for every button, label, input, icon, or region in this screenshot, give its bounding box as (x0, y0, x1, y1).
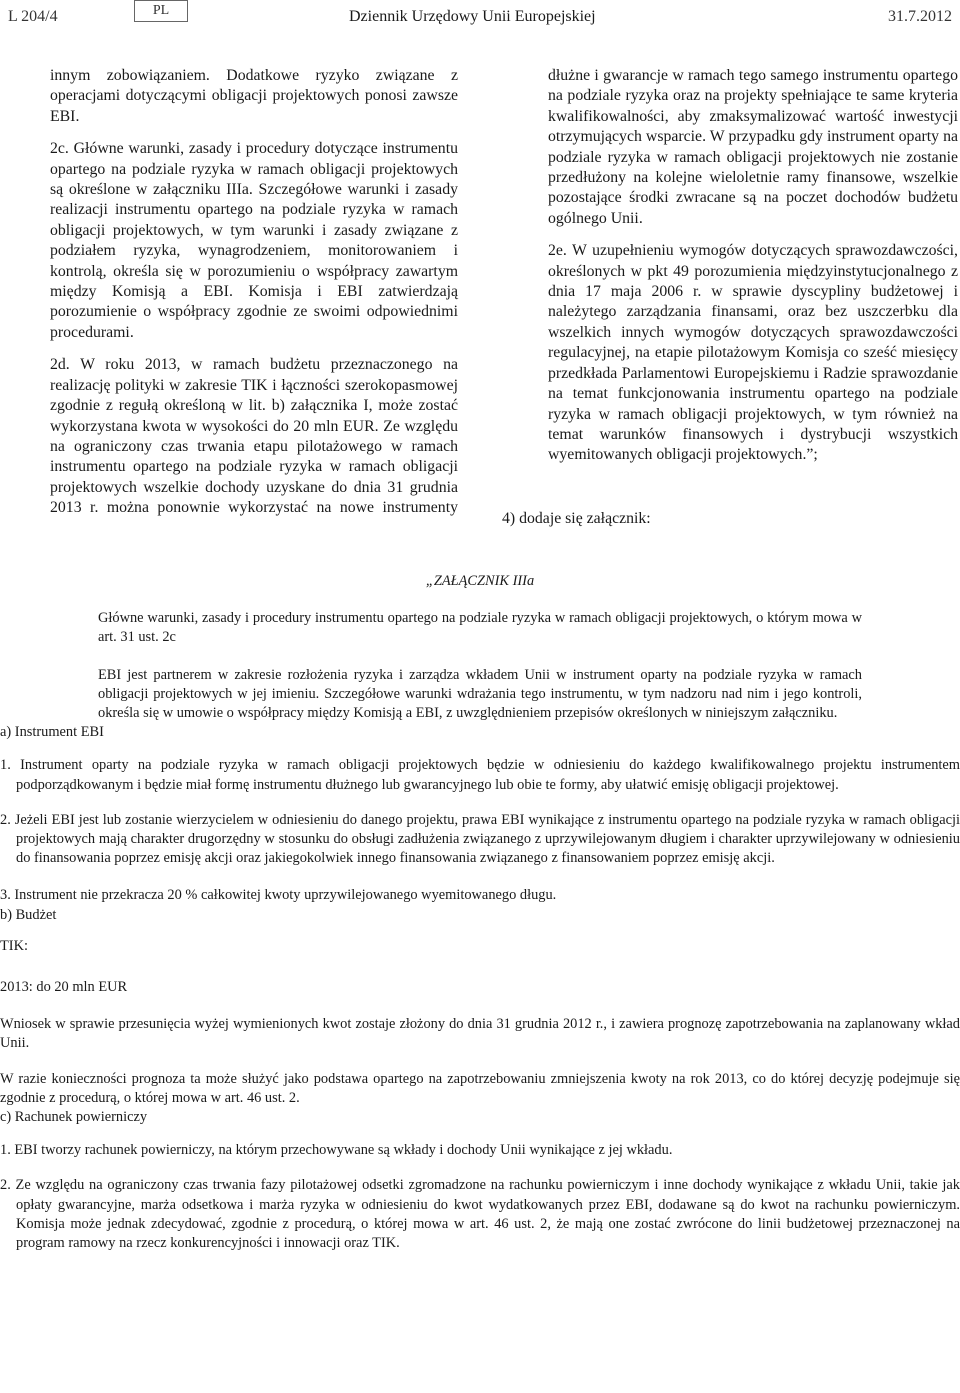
annex-intro: Główne warunki, zasady i procedury instrumentu opartego na podziale ryzyka w ramach obligacji projektowych, o którym mowa w art. 31 ust. 2c (98, 610, 862, 646)
section-c-heading: c) Rachunek powierniczy (0, 1109, 148, 1126)
publication-date: 31.7.2012 (888, 8, 952, 25)
section-a-heading: a) Instrument EBI (0, 724, 104, 741)
page-header (0, 0, 960, 32)
paragraph: dłużne i gwarancje w ramach tego samego instrumentu opartego na podziale ryzyka oraz na projekty spełniające te same kryteria kwalifikowalności, aby zmaksymalizować wartość inwestycji otrzymujących wsparcie. W przypadku gdy instrument oparty na podziale ryzyka w ramach obligacji projektowych nie zostanie przedłużony na kolejne wieloletnie ramy finansowe, wszelkie pozostające środki zwracane są na poczet dochodów budżetu ogólnego Unii. (548, 67, 958, 227)
list-item: 1. Instrument oparty na podziale ryzyka w ramach obligacji projektowych będzie w odniesieniu do każdego kwalifikowalnego projektu instrumentem podporządkowanym i będzie miał formę instrumentu dłużnego lub gwarancyjnego lub obie te formy, aby ułatwić emisję obligacji projektowej. (0, 757, 960, 793)
paragraph-2c: 2c. Główne warunki, zasady i procedury dotyczące instrumentu opartego na podziale ryzyka w ramach obligacji projektowych są określone w załączniku IIIa. Szczegółowe warunki i zasady realizacji instrumentu opartego na podziale ryzyka w ramach obligacji projektowych, w tym warunki i zasady związane z podziałem ryzyka, wynagrodzeniem, monitorowaniem i kontrolą, określa się w porozumieniu o współpracy zawartym między Komisją a EBI. Komisja i EBI zatwierdzają porozumienie o współpracy zgodnie ze swoimi odpowiednimi procedurami. (50, 140, 458, 341)
annex-section (0, 572, 960, 1253)
language-badge: PL (134, 0, 188, 22)
budget-amount: 2013: do 20 mln EUR (0, 979, 128, 996)
list-item: 1. EBI tworzy rachunek powierniczy, na którym przechowywane są wkłady i dochody Unii wynikające z jej wkładu. (0, 1142, 673, 1159)
annex-title: „ZAŁĄCZNIK IIIa (425, 573, 535, 589)
annex-intro-2: EBI jest partnerem w zakresie rozłożenia ryzyka i zarządza wkładem Unii w instrument oparty na podziale ryzyka w ramach obligacji projektowych w jej imieniu. Szczegółowe warunki wdrażania tego instrumentu, w tym nadzoru nad nim i jego kontroli, określa się w umowie o współpracy między Komisją a EBI, z uwzględnieniem przepisów określonych w niniejszym załączniku. (98, 666, 862, 722)
list-item: 2. Jeżeli EBI jest lub zostanie wierzycielem w odniesieniu do danego projektu, prawa EBI wynikające z instrumentu opartego na podziale ryzyka w ramach obligacji projektowych mają charakter drugorzędny w stosunku do obsługi zadłużenia związanego z uprzywilejowanym długiem i charakter uprzywilejowany w odniesieniu do finansowania poprzez emisję akcji oraz jakiegokolwiek innego finansowania związanego z finansowaniem poprzez emisję akcji. (0, 811, 960, 867)
section-b-heading: b) Budżet (0, 906, 57, 923)
left-column (50, 66, 458, 531)
list-item: 3. Instrument nie przekracza 20 % całkowitej kwoty uprzywilejowanego wyemitowanego długu. (0, 887, 557, 904)
paragraph-2e: 2e. W uzupełnieniu wymogów dotyczących sprawozdawczości, określonych w pkt 49 porozumienia międzyinstytucjonalnego z dnia 17 maja 2006 r. w sprawie dyscypliny budżetowej i należytego zarządzania finansami, oraz bez uszczerbku dla wszelkich innych wymogów dotyczących sprawozdawczości regulacyjnej, na etapie pilotażowym Komisja co sześć miesięcy przedkłada Parlamentowi Europejskiemu i Radzie sprawozdanie na temat funkcjonowania instrumentu opartego na podziale ryzyka w ramach obligacji projektowych, w tym również na temat warunków finansowych i dystrybucji wszystkich wyemitowanych obligacji projektowych.”; (548, 242, 958, 464)
budget-paragraph: Wniosek w sprawie przesunięcia wyżej wymienionych kwot zostaje złożony do dnia 31 grudnia 2012 r., i zawiera prognozę zapotrzebowania na zaplanowany wkład Unii. (0, 1016, 960, 1052)
page-reference: L 204/4 (8, 8, 58, 25)
right-column (548, 66, 958, 478)
journal-title: Dziennik Urzędowy Unii Europejskiej (349, 8, 596, 25)
paragraph: innym zobowiązaniem. Dodatkowe ryzyko związane z operacjami dotyczącymi obligacji projektowych ponosi zawsze EBI. (50, 67, 458, 125)
paragraph-2d: 2d. W roku 2013, w ramach budżetu przeznaczonego na realizację polityki w zakresie TIK i łączności szerokopasmowej zgodnie z regułą określoną w lit. b) załącznika I, może zostać wykorzystana kwota w wysokości do 20 mln EUR. Ze względu na ograniczony czas trwania etapu pilotażowego w ramach instrumentu opartego na podziale ryzyka w ramach obligacji projektowych wszelkie dochody uzyskane do dnia 31 grudnia 2013 r. można ponownie wykorzystać na nowe instrumenty (50, 356, 458, 517)
amendment-point: 4) dodaje się załącznik: (502, 510, 651, 527)
budget-paragraph: W razie konieczności prognoza ta może służyć jako podstawa opartego na zapotrzebowaniu zmniejszenia kwoty na rok 2013, co do której decyzję podejmuje się zgodnie z procedurą, o której mowa w art. 46 ust. 2. (0, 1070, 960, 1106)
budget-label: TIK: (0, 937, 28, 954)
list-item: 2. Ze względu na ograniczony czas trwania fazy pilotażowej odsetki zgromadzone na rachunku powierniczym i inne dochody wynikające z wkładu Unii, takie jak opłaty gwarancyjne, marża odsetkowa i marża ryzyka w odniesieniu do kwot wydatkowanych przez EBI, dodawane są do kwot na rachunku powierniczym. Komisja może jednak zdecydować, zgodnie z procedurą, o której mowa w art. 46 ust. 2, że mają one zostać zwrócone do linii budżetowej przeznaczonej na program ramowy na rzecz konkurencyjności i innowacji oraz TIK. (0, 1177, 960, 1252)
